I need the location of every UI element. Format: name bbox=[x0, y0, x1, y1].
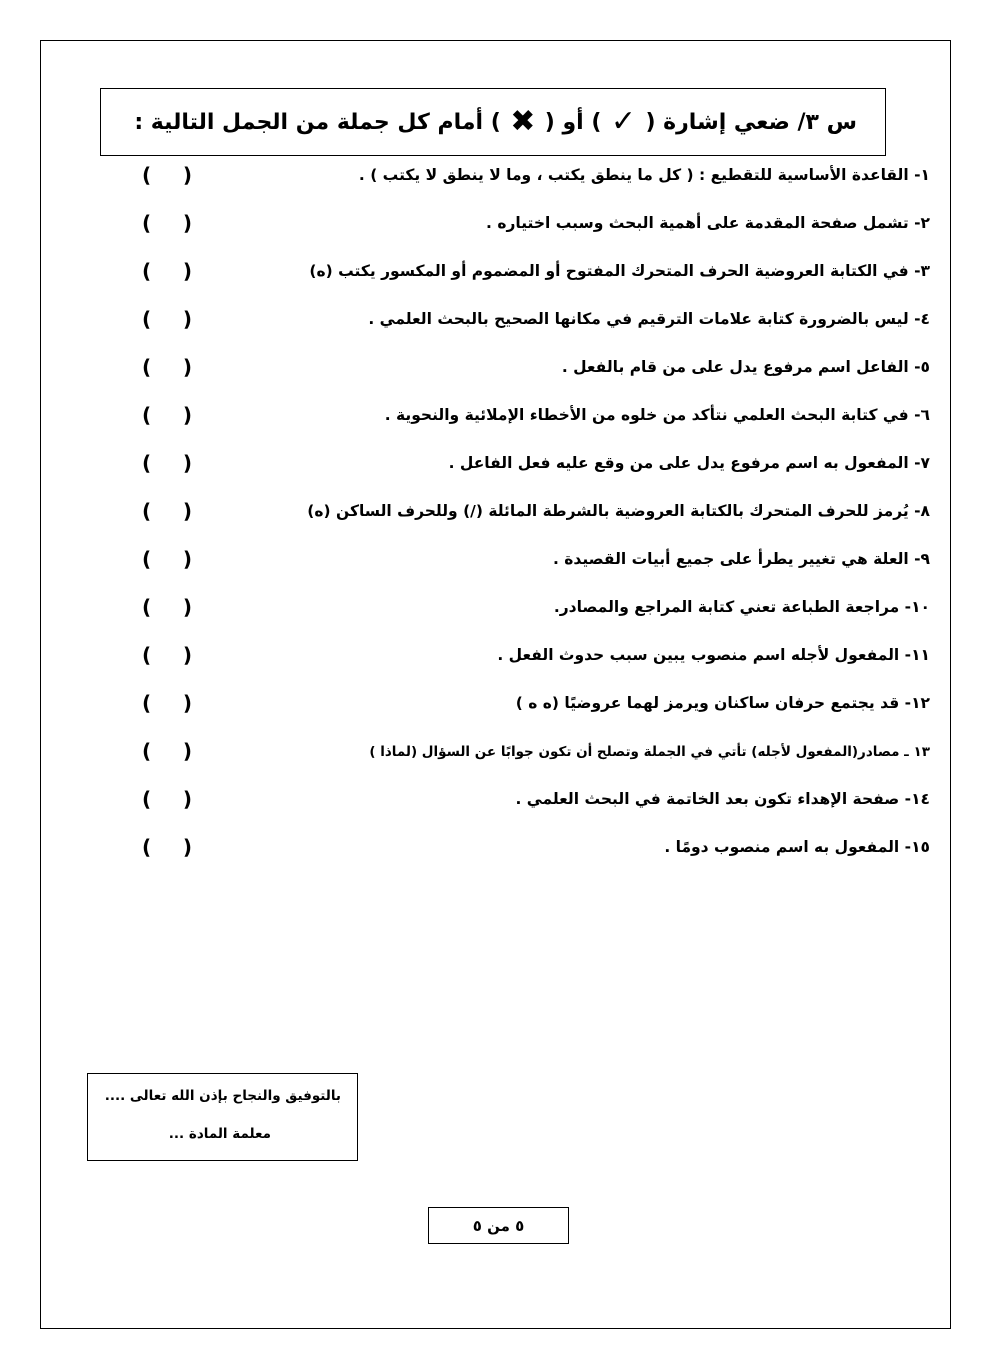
statement-1 bbox=[120, 160, 940, 200]
answer-blank[interactable]: ( ) bbox=[142, 835, 192, 859]
footer-teacher: معلمة المادة ... bbox=[168, 1126, 271, 1142]
statement-text: ١٥- المفعول به اسم منصوب دومًا . bbox=[664, 838, 930, 856]
answer-blank[interactable]: ( ) bbox=[142, 691, 192, 715]
statement-11 bbox=[120, 640, 940, 680]
answer-blank[interactable]: ( ) bbox=[142, 739, 192, 763]
statement-9 bbox=[120, 544, 940, 584]
answer-blank[interactable]: ( ) bbox=[142, 451, 192, 475]
answer-blank[interactable]: ( ) bbox=[142, 787, 192, 811]
statement-6 bbox=[120, 400, 940, 440]
statement-text: ٤- ليس بالضرورة كتابة علامات الترقيم في مكانها الصحيح بالبحث العلمي . bbox=[368, 310, 930, 328]
statement-text: ٥- الفاعل اسم مرفوع يدل على من قام بالفعل . bbox=[561, 358, 930, 376]
statement-text: ١٤- صفحة الإهداء تكون بعد الخاتمة في البحث العلمي . bbox=[515, 790, 930, 808]
answer-blank[interactable]: ( ) bbox=[142, 643, 192, 667]
statement-text: ١٠- مراجعة الطباعة تعني كتابة المراجع والمصادر. bbox=[553, 598, 930, 616]
statement-text: ٨- يُرمز للحرف المتحرك بالكتابة العروضية بالشرطة المائلة (/) وللحرف الساكن (ه) bbox=[307, 502, 930, 520]
cross-icon: ✖ bbox=[510, 104, 536, 139]
answer-blank[interactable]: ( ) bbox=[142, 211, 192, 235]
answer-blank[interactable]: ( ) bbox=[142, 259, 192, 283]
statement-14 bbox=[120, 784, 940, 824]
statement-text: ٩- العلة هي تغيير يطرأ على جميع أبيات القصيدة . bbox=[552, 550, 930, 568]
statement-text: ١٣ ـ مصادر(المفعول لأجله) تأتي في الجملة وتصلح أن تكون جوابًا عن السؤال (لماذا ) bbox=[369, 744, 930, 760]
answer-blank[interactable]: ( ) bbox=[142, 595, 192, 619]
statement-4 bbox=[120, 304, 940, 344]
statement-7 bbox=[120, 448, 940, 488]
statement-12 bbox=[120, 688, 940, 728]
answer-blank[interactable]: ( ) bbox=[142, 547, 192, 571]
check-icon: ✓ bbox=[610, 104, 636, 139]
statement-text: ٦- في كتابة البحث العلمي نتأكد من خلوه من الأخطاء الإملائية والنحوية . bbox=[384, 406, 930, 424]
answer-blank[interactable]: ( ) bbox=[142, 403, 192, 427]
statement-text: ٧- المفعول به اسم مرفوع يدل على من وقع عليه فعل الفاعل . bbox=[448, 454, 930, 472]
statement-text: ١- القاعدة الأساسية للتقطيع : ( كل ما ينطق يكتب ، وما لا ينطق لا يكتب ) . bbox=[358, 166, 930, 184]
statement-text: ٣- في الكتابة العروضية الحرف المتحرك المفتوح أو المضموم أو المكسور يكتب (ه) bbox=[309, 262, 930, 280]
footer-wish: بالتوفيق والنجاح بإذن الله تعالى .... bbox=[104, 1088, 341, 1104]
page-number: ٥ من ٥ bbox=[428, 1207, 569, 1244]
header-middle: ) أو ( bbox=[544, 109, 602, 135]
statement-10 bbox=[120, 592, 940, 632]
statement-15 bbox=[120, 832, 940, 872]
answer-blank[interactable]: ( ) bbox=[142, 355, 192, 379]
statement-5 bbox=[120, 352, 940, 392]
header-prefix: س ٣/ ضعي إشارة ( bbox=[645, 109, 857, 135]
statement-text: ١٢- قد يجتمع حرفان ساكنان ويرمز لهما عروضيًا (ه ه ) bbox=[515, 694, 930, 712]
statement-text: ١١- المفعول لأجله اسم منصوب يبين سبب حدوث الفعل . bbox=[497, 646, 930, 664]
answer-blank[interactable]: ( ) bbox=[142, 307, 192, 331]
answer-blank[interactable]: ( ) bbox=[142, 163, 192, 187]
question-header bbox=[100, 88, 886, 156]
statement-8 bbox=[120, 496, 940, 536]
header-suffix: ) أمام كل جملة من الجمل التالية : bbox=[134, 109, 501, 135]
statement-text: ٢- تشمل صفحة المقدمة على أهمية البحث وسبب اختياره . bbox=[486, 214, 930, 232]
answer-blank[interactable]: ( ) bbox=[142, 499, 192, 523]
statement-3 bbox=[120, 256, 940, 296]
statement-13 bbox=[120, 736, 940, 776]
statement-2 bbox=[120, 208, 940, 248]
footer-signature-box bbox=[87, 1073, 358, 1161]
